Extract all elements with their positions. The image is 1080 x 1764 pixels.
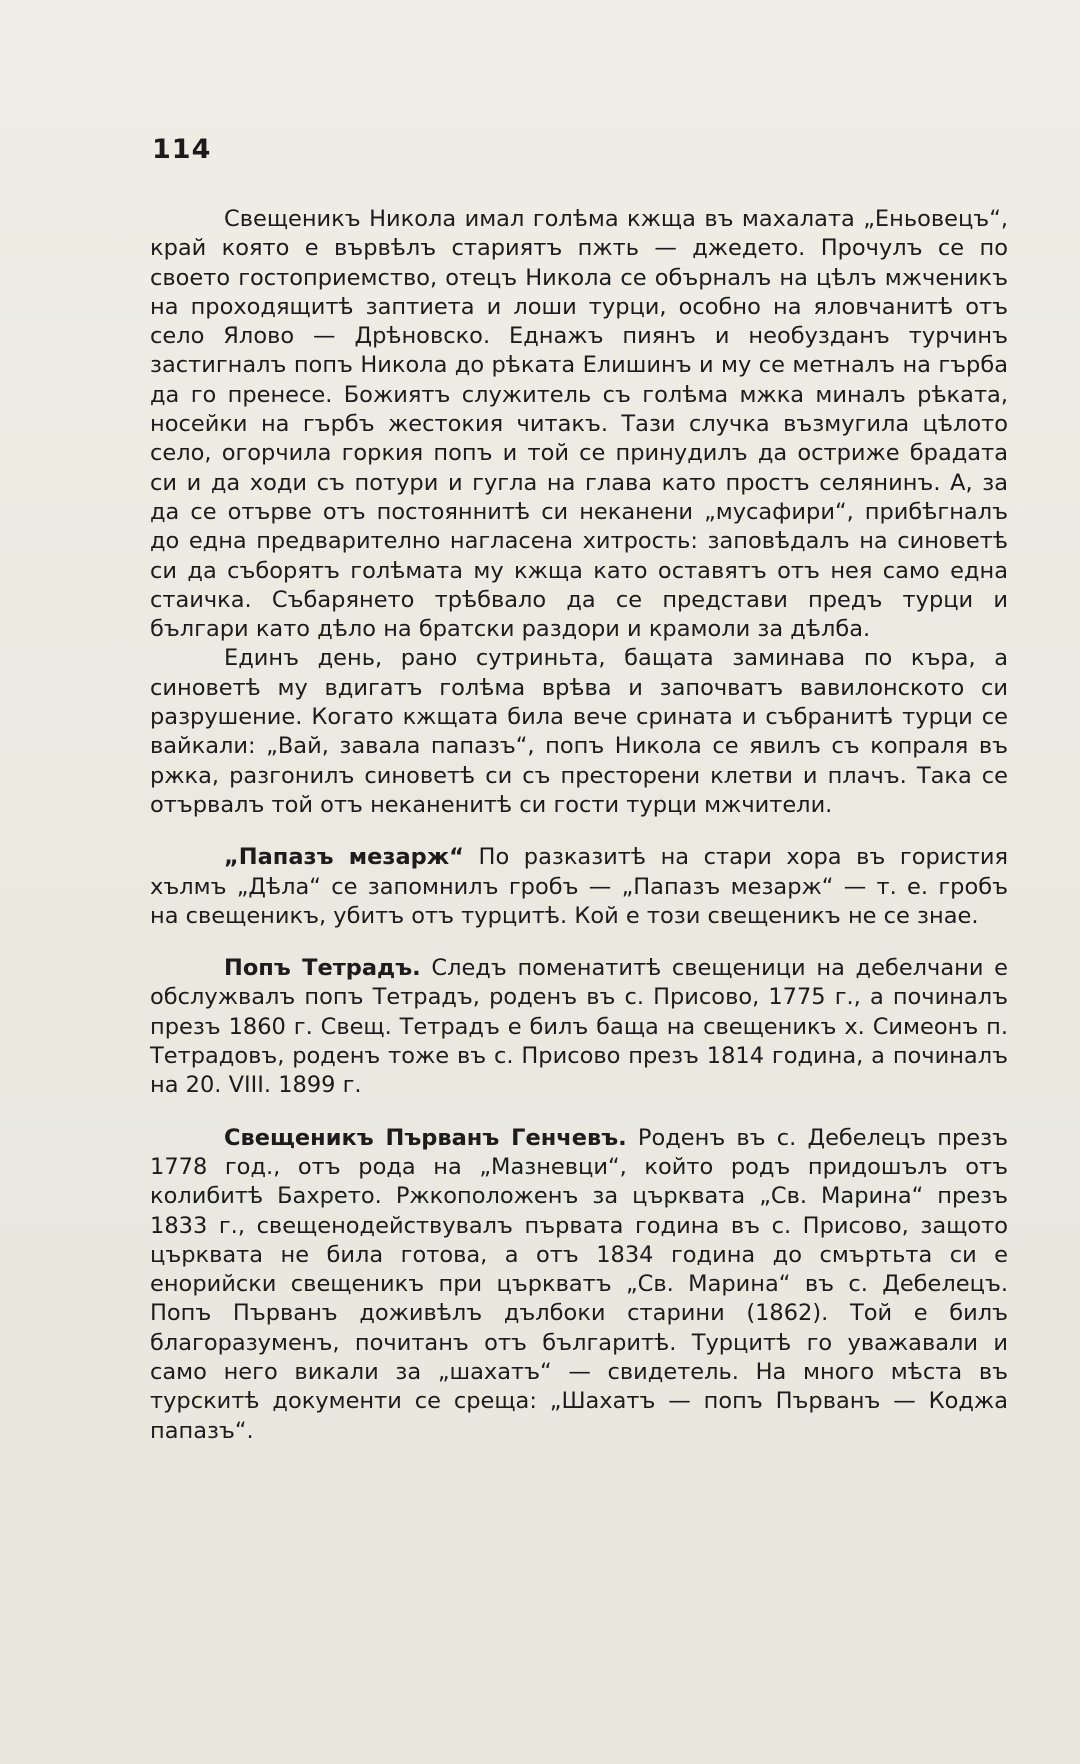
paragraph-papaz-mezar: [150, 843, 1008, 931]
section-heading: Попъ Тетрадъ.: [224, 955, 421, 982]
paragraph-parvan-genchev: [150, 1124, 1008, 1446]
paragraph-text: Роденъ въ с. Дебелецъ презъ 1778 год., отъ рода на „Мазневци“, който родъ придошълъ отъ колибитѣ Бахрето. Ржкоположенъ за църквата „Св. Марина“ презъ 1833 г., свещенодействувалъ първата година въ с. Присово, защото църквата не била готова, а отъ 1834 година до смъртьта си е енорийски свещеникъ при църкватъ „Св. Марина“ въ с. Дебелецъ. Попъ Първанъ доживѣлъ дълбоки старини (1862). Той е билъ благоразуменъ, почитанъ отъ българитѣ. Турцитѣ го уважавали и само него викали за „шахатъ“ — свидетель. На много мѣста въ турскитѣ документи се среща: „Шахатъ — попъ Първанъ — Коджа папазъ“.: [150, 1124, 1008, 1444]
paragraph-text: Свещеникъ Никола имал голѣма кжща въ махалата „Еньовецъ“, край която е вървѣлъ стариятъ пжть — джедето. Прочулъ се по своето гостоприемство, отецъ Никола се обърналъ на цѣлъ мжченикъ на проходящитѣ заптиета и лоши турци, особно на яловчанитѣ отъ село Ялово — Дрѣновско. Еднажъ пиянъ и необузданъ турчинъ застигналъ попъ Никола до рѣката Елишинъ и му се метналъ на гърба да го пренесе. Божиятъ служитель съ голѣма мжка миналъ рѣката, носейки на гърбъ жестокия читакъ. Тази случка възмугила цѣлото село, огорчила горкия попъ и той се принудилъ да остриже брадата си и да ходи съ потури и гугла на глава като простъ селянинъ. А, за да се отърве отъ постояннитѣ си неканени „мусафири“, прибѣгналъ до една предварително нагласена хитрость: заповѣдалъ на синоветѣ си да съборятъ голѣмата му кжща като оставятъ отъ нея само една стаичка. Събарянето трѣбвало да се представи предъ турци и българи като дѣло на братски раздори и крамоли за дѣлба.: [150, 206, 1008, 643]
paragraph-text: Следъ поменатитѣ свещеници на дебелчани е обслужвалъ попъ Тетрадъ, роденъ въ с. Присово, 1775 г., а починалъ презъ 1860 г. Свещ. Тетрадъ е билъ баща на свещеникъ х. Симеонъ п. Тетрадовъ, роденъ тоже въ с. Присово презъ 1814 година, а починалъ на 20. VIII. 1899 г.: [150, 955, 1008, 1099]
paragraph-one-day: [150, 644, 1008, 820]
section-heading: „Папазъ мезарж“: [224, 844, 464, 871]
paragraph-text: Единъ день, рано сутриньта, бащата заминава по кърa, а синоветѣ му вдигатъ голѣма врѣва и започватъ вавилонското си разрушение. Когато кжщата била вече срината и събранитѣ турци се вайкали: „Вай, завала папазъ“, попъ Никола се явилъ съ копраля въ ржка, разгонилъ синоветѣ си съ престорени клетви и плачъ. Така се отървалъ той отъ неканенитѣ си гости турци мжчители.: [150, 645, 1008, 818]
paragraph-priest-nikola: [150, 205, 1008, 644]
paragraph-pop-tetrad: [150, 954, 1008, 1100]
body-text: [150, 205, 1008, 1446]
paragraph-text: По разказитѣ на стари хора въ гористия хълмъ „Дѣла“ се запомнилъ гробъ — „Папазъ мезарж“ — т. е. гробъ на свещеникъ, убитъ отъ турцитѣ. Кой е този свещеникъ не се знае.: [150, 844, 1008, 929]
section-heading: Свещеникъ Първанъ Генчевъ.: [224, 1124, 627, 1151]
page-number: 114: [152, 134, 212, 165]
